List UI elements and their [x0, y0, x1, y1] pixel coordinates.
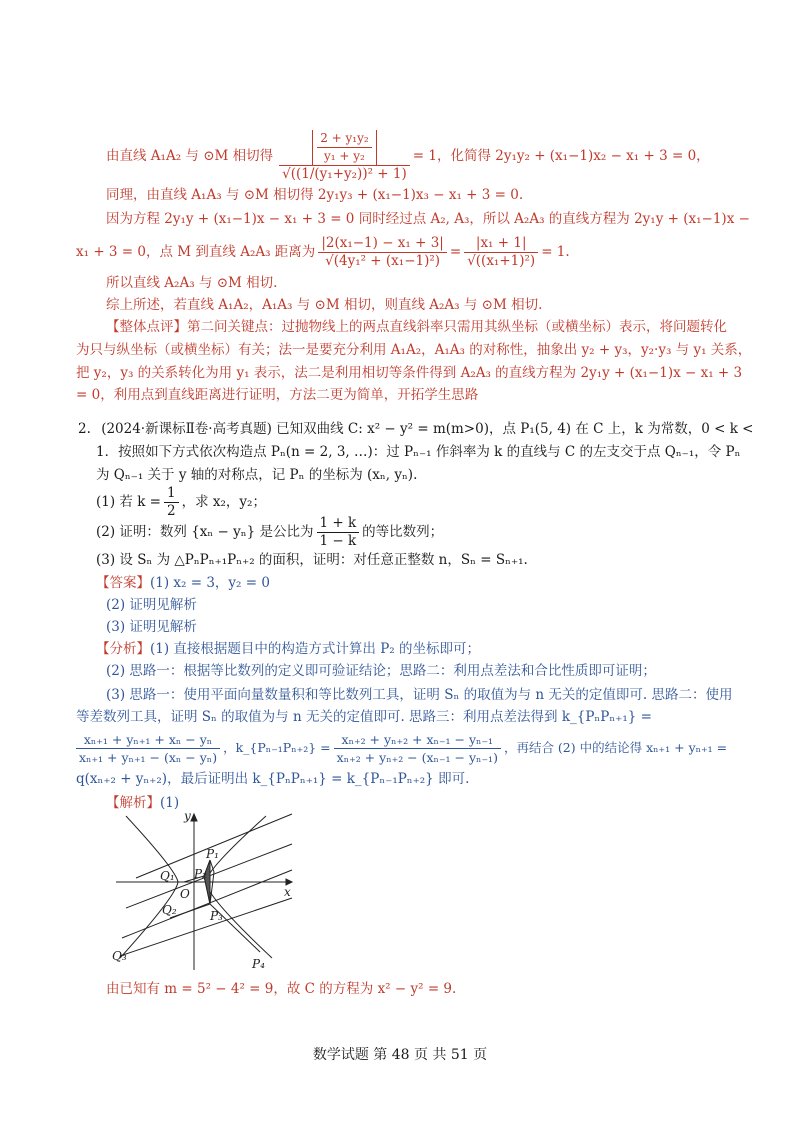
parallel-line — [120, 898, 292, 956]
distance-fraction-1 — [318, 235, 447, 270]
inner-denominator: y₁ + y₂ — [324, 148, 365, 163]
abs-value — [312, 130, 377, 165]
slope-fraction-1 — [76, 731, 220, 766]
text-segment: x₁ + 3 = 0，点 M 到直线 A₂A₃ 距离为 — [76, 244, 316, 260]
fraction-denominator: √((x₁+1)²) — [467, 252, 536, 269]
hyperbola-left-branch — [120, 816, 178, 958]
text-segment: ，求 x₂，y₂； — [181, 494, 266, 510]
segment — [210, 872, 214, 904]
inner-fraction — [317, 130, 372, 165]
analysis-tag: 【分析】 — [96, 641, 150, 657]
distance-fraction — [279, 130, 410, 183]
fraction-numerator: |2(x₁−1) − x₁ + 3| — [318, 235, 447, 253]
fraction-numerator: 1 — [164, 485, 179, 503]
answer-line — [96, 574, 270, 592]
point-label-p2: P₂ — [194, 867, 207, 881]
text-segment: 的等比数列； — [362, 524, 444, 540]
fraction-denominator: 2 — [167, 502, 176, 519]
subquestion-3: (3) 设 Sₙ 为 △PₙPₙ₊₁Pₙ₊₂ 的面积，证明：对任意正整数 n，Sₙ = Sₙ₊₁. — [96, 552, 528, 568]
review-line: 为只与纵坐标（或横坐标）有关；法一是要充分利用 A₁A₂，A₁A₃ 的对称性，抽象出 y₂ + y₃，y₂·y₃ 与 y₁ 关系， — [76, 342, 752, 358]
text-segment: 由直线 A₁A₂ 与 ⊙M 相切得 — [106, 148, 274, 164]
review-line: = 0，利用点到直线距离进行证明，方法二更为简单，开拓学生思路 — [76, 387, 479, 403]
hyperbola-figure — [106, 808, 302, 974]
text-segment: 第二问关键点：过抛物线上的两点直线斜率只需用其纵坐标（或横坐标）表示，将问题转化 — [187, 319, 727, 335]
answer-tag: 【答案】 — [96, 575, 150, 591]
text-line: 同理，由直线 A₁A₃ 与 ⊙M 相切得 2y₁y₃ + (x₁−1)x₃ − x₁ + 3 = 0. — [106, 187, 524, 203]
answer-line: (2) 证明见解析 — [106, 597, 197, 613]
inner-numerator: 2 + y₁y₂ — [317, 130, 372, 148]
analysis-line: (3) 思路一：使用平面向量数量积和等比数列工具，证明 Sₙ 的取值为与 n 无关的定值即可. 思路二：使用 — [106, 687, 733, 703]
question-2-line — [78, 420, 754, 438]
subquestion-2 — [96, 514, 443, 550]
analysis-line: (2) 思路一：根据等比数列的定义即可验证结论；思路二：利用点差法和合比性质即可证明； — [106, 663, 656, 679]
fraction-denominator: √((1/(y₁+y₂))² + 1) — [282, 165, 407, 182]
fraction-numerator: xₙ₊₁ + yₙ₊₁ + xₙ − yₙ — [76, 731, 220, 749]
solution-tag: 【解析】 — [106, 795, 160, 811]
review-tag: 【整体点评】 — [106, 319, 187, 335]
point-label-p4: P₄ — [252, 957, 265, 971]
x-axis-label: x — [284, 885, 291, 899]
analysis-line: 等差数列工具，证明 Sₙ 的取值为与 n 无关的定值即可. 思路三：利用点差法得到 k_{PₙPₙ₊₁} = — [76, 709, 652, 725]
review-line — [106, 318, 727, 336]
text-segment: (1) 直接根据题目中的构造方式计算出 P₂ 的坐标即可； — [150, 641, 480, 657]
text-segment: (1) — [160, 795, 180, 811]
point-label-p3: P₃ — [210, 909, 223, 923]
text-segment: ，再结合 (2) 中的结论得 xₙ₊₁ + yₙ₊₁ = — [503, 740, 728, 755]
point-label-p1: P₁ — [206, 847, 219, 861]
text-segment: (1) x₂ = 3，y₂ = 0 — [150, 575, 270, 591]
fraction-numerator: xₙ₊₂ + yₙ₊₂ + xₙ₋₁ − yₙ₋₁ — [334, 731, 501, 749]
fraction-denominator: 1 − k — [319, 532, 357, 549]
text-segment: = 1，化简得 2y₁y₂ + (x₁−1)x₂ − x₁ + 3 = 0， — [412, 148, 710, 164]
y-axis-arrow — [191, 814, 197, 821]
ratio-fraction — [317, 515, 360, 550]
y-axis-label: y — [184, 809, 191, 823]
slope-fraction-2 — [334, 731, 501, 766]
text-line: 所以直线 A₂A₃ 与 ⊙M 相切. — [106, 275, 278, 291]
fraction-denominator: xₙ₊₂ + yₙ₊₂ − (xₙ₋₁ − yₙ₋₁) — [336, 749, 498, 765]
point-label-q1: Q₁ — [160, 869, 175, 883]
fraction-numerator — [279, 130, 410, 166]
page-footer: 数学试题 第 48 页 共 51 页 — [312, 1047, 488, 1063]
distance-line: x₁ + 3 = 0，点 M 到直线 A₂A₃ 距离为 $\frac{\text{|2(x₁−1) − x₁ + 3|}}{\text{√(4y₁² + (x₁−1)²)}}$ = $\frac{\text{|x₁ + 1|}}{\text{√((x₁+1)²)}}$ = 1. — [76, 234, 570, 269]
point-label-q3: Q₃ — [112, 949, 127, 963]
fraction-numerator: |x₁ + 1| — [464, 235, 538, 253]
question-line: 1．按照如下方式依次构造点 Pₙ(n = 2, 3, …)：过 Pₙ₋₁ 作斜率为 k 的直线与 C 的左支交于点 Qₙ₋₁，令 Pₙ — [96, 444, 741, 460]
point-label-q2: Q₂ — [162, 903, 177, 917]
text-segment: (1) 若 k = — [96, 494, 161, 510]
text-segment: (2) 证明：数列 {xₙ − yₙ} 是公比为 — [96, 524, 314, 540]
analysis-line: q(xₙ₊₂ + yₙ₊₂)，最后证明出 k_{PₙPₙ₊₁} = k_{Pₙ₋₁Pₙ₊₂} 即可. — [76, 771, 470, 787]
fraction-denominator: xₙ₊₁ + yₙ₊₁ − (xₙ − yₙ) — [79, 749, 218, 765]
hyperbola-right-branch — [206, 816, 272, 958]
distance-fraction-2 — [464, 235, 538, 270]
text-segment: ，k_{Pₙ₋₁Pₙ₊₂} = — [223, 740, 331, 755]
text-segment: (2024·新课标Ⅱ卷·高考真题) 已知双曲线 C: x² − y² = m(m>0)，点 P₁(5, 4) 在 C 上，k 为常数，0 < k < — [101, 421, 754, 437]
origin-label: O — [180, 887, 190, 901]
fraction-denominator: √(4y₁² + (x₁−1)²) — [325, 252, 441, 269]
question-line: 为 Qₙ₋₁ 关于 y 轴的对称点，记 Pₙ 的坐标为 (xₙ, yₙ). — [96, 467, 418, 483]
fraction-numerator: 1 + k — [317, 515, 360, 533]
answer-line: (3) 证明见解析 — [106, 619, 197, 635]
analysis-line — [96, 640, 480, 658]
slope-formula-line — [76, 728, 727, 768]
text-line: 综上所述，若直线 A₁A₂，A₁A₃ 与 ⊙M 相切，则直线 A₂A₃ 与 ⊙M 相切. — [106, 297, 543, 313]
solution-line: 由已知有 m = 5² − 4² = 9，故 C 的方程为 x² − y² = 9. — [106, 981, 457, 997]
question-number: 2. — [78, 421, 91, 437]
review-line: 把 y₂，y₃ 的关系转化为用 y₁ 表示，法二是利用相切等条件得到 A₂A₃ 的直线方程为 2y₁y + (x₁−1)x − x₁ + 3 — [76, 365, 743, 381]
tangent-condition-line — [106, 128, 710, 184]
text-segment: = 1. — [541, 244, 570, 260]
text-line: 因为方程 2y₁y + (x₁−1)x − x₁ + 3 = 0 同时经过点 A₂, A₃，所以 A₂A₃ 的直线方程为 2y₁y + (x₁−1)x − — [106, 211, 750, 227]
